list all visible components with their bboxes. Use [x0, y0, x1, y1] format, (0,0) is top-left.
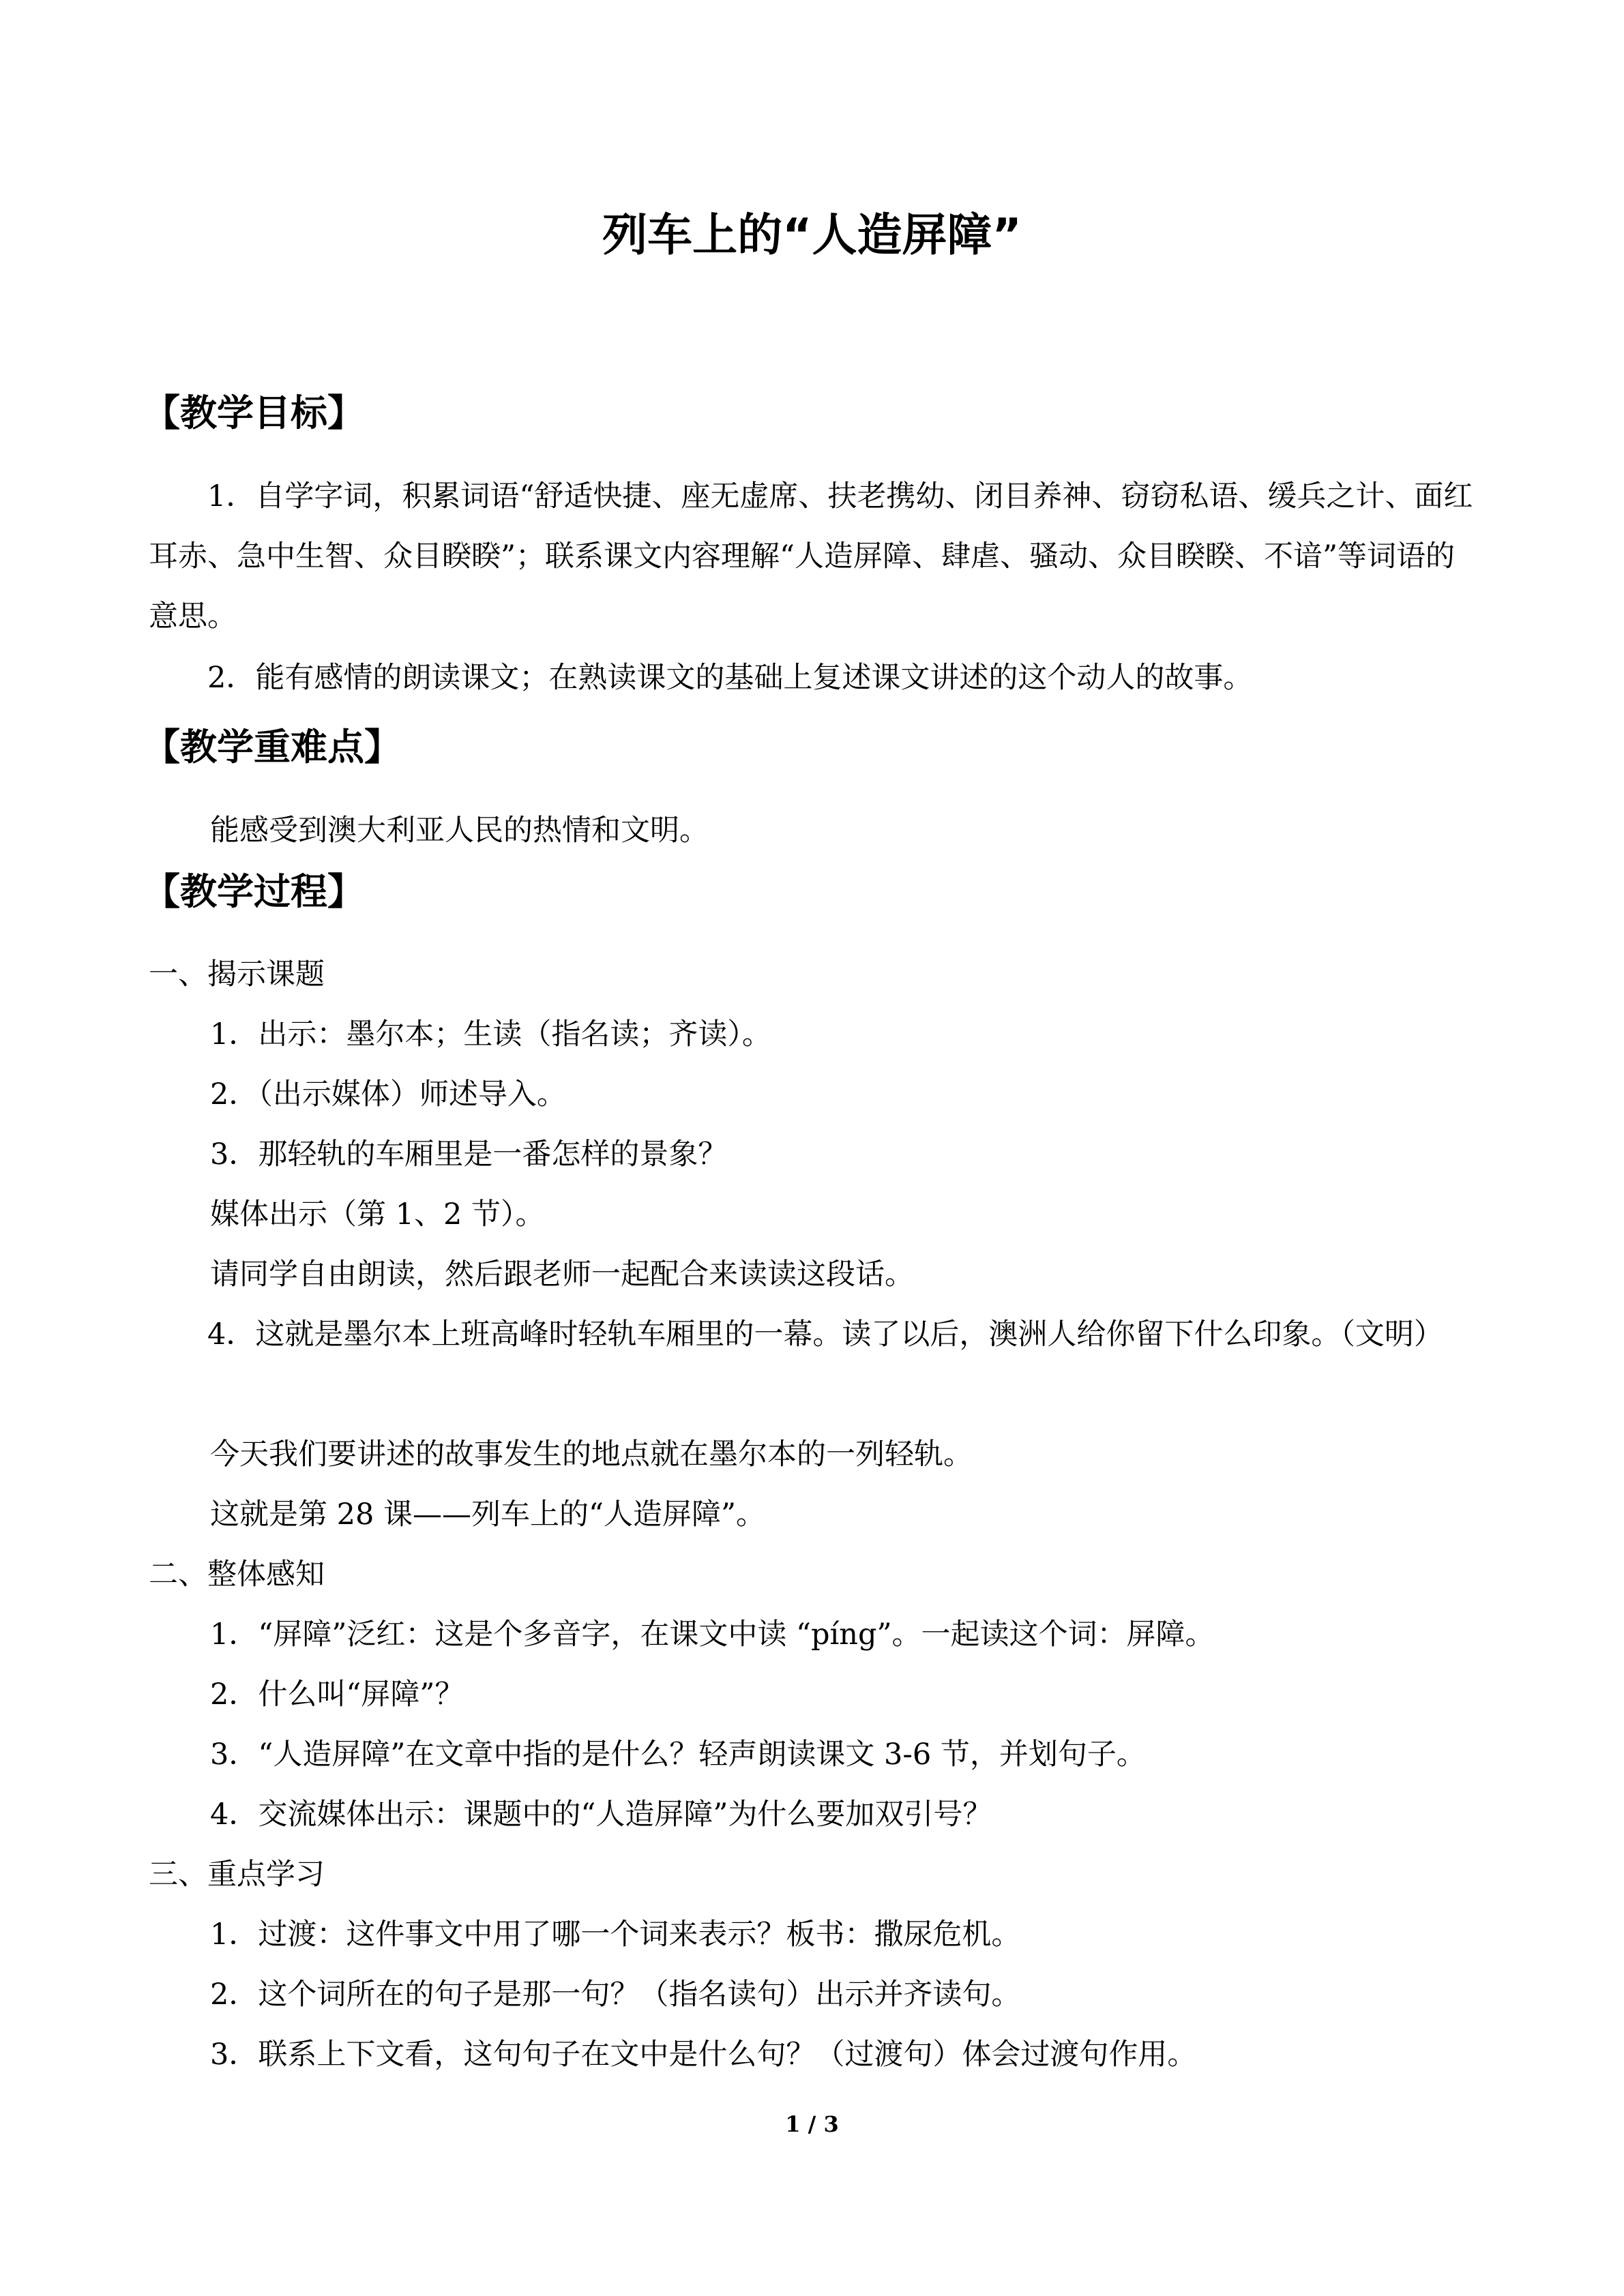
part1-line-3: 3．那轻轨的车厢里是一番怎样的景象？ [210, 1137, 728, 1172]
part1-line-1: 1．出示：墨尔本；生读（指名读；齐读）。 [210, 1017, 771, 1052]
objectives-heading: 【教学目标】 [143, 391, 364, 434]
part2-title: 二、整体感知 [149, 1557, 325, 1592]
part1-title: 一、揭示课题 [149, 957, 325, 992]
part1-line-4: 媒体出示（第 1、2 节）。 [210, 1197, 545, 1232]
part1-line-2: 2．（出示媒体）师述导入。 [210, 1077, 566, 1112]
part1-line-5: 请同学自由朗读，然后跟老师一起配合来读读这段话。 [210, 1257, 914, 1292]
part2-line-1: 1．“屏障”泛红：这是个多音字，在课文中读 “píng”。一起读这个词：屏障。 [210, 1617, 1215, 1652]
objective-item-2: 2．能有感情的朗读课文；在熟读课文的基础上复述课文讲述的这个动人的故事。 [207, 661, 1253, 695]
part2-line-4: 4．交流媒体出示：课题中的“人造屏障”为什么要加双引号？ [210, 1798, 992, 1832]
part3-line-1: 1．过渡：这件事文中用了哪一个词来表示？板书：撒尿危机。 [210, 1918, 1021, 1952]
part3-line-2: 2．这个词所在的句子是那一句？（指名读句）出示并齐读句。 [210, 1978, 1021, 2012]
part2-line-2: 2．什么叫“屏障”？ [210, 1678, 464, 1712]
part1-para-4: 4．这就是墨尔本上班高峰时轻轨车厢里的一幕。读了以后，澳洲人给你留下什么印象。（文明） [207, 1317, 1443, 1352]
document-title: 列车上的“人造屏障” [602, 209, 1022, 261]
part1-after-2: 这就是第 28 课——列车上的“人造屏障”。 [210, 1497, 766, 1532]
part3-title: 三、重点学习 [149, 1858, 325, 1892]
keypoints-heading: 【教学重难点】 [143, 726, 401, 769]
part3-line-3: 3．联系上下文看，这句句子在文中是什么句？（过渡句）体会过渡句作用。 [210, 2038, 1197, 2072]
objective-item-1: 1．自学字词，积累词语“舒适快捷、座无虚席、扶老携幼、闭目养神、窃窃私语、缓兵之计、面红耳赤、急中生智、众目睽睽”；联系课文内容理解“人造屏障、肆虐、骚动、众目睽睽、不谙”等词语的意思。 [149, 479, 1473, 633]
process-heading: 【教学过程】 [143, 870, 364, 913]
keypoints-text: 能感受到澳大利亚人民的热情和文明。 [210, 814, 709, 848]
part2-line-3: 3．“人造屏障”在文章中指的是什么？轻声朗读课文 3-6 节，并划句子。 [210, 1738, 1146, 1772]
part1-after-1: 今天我们要讲述的故事发生的地点就在墨尔本的一列轻轨。 [210, 1437, 973, 1472]
page-number: 1 / 3 [785, 2111, 839, 2137]
